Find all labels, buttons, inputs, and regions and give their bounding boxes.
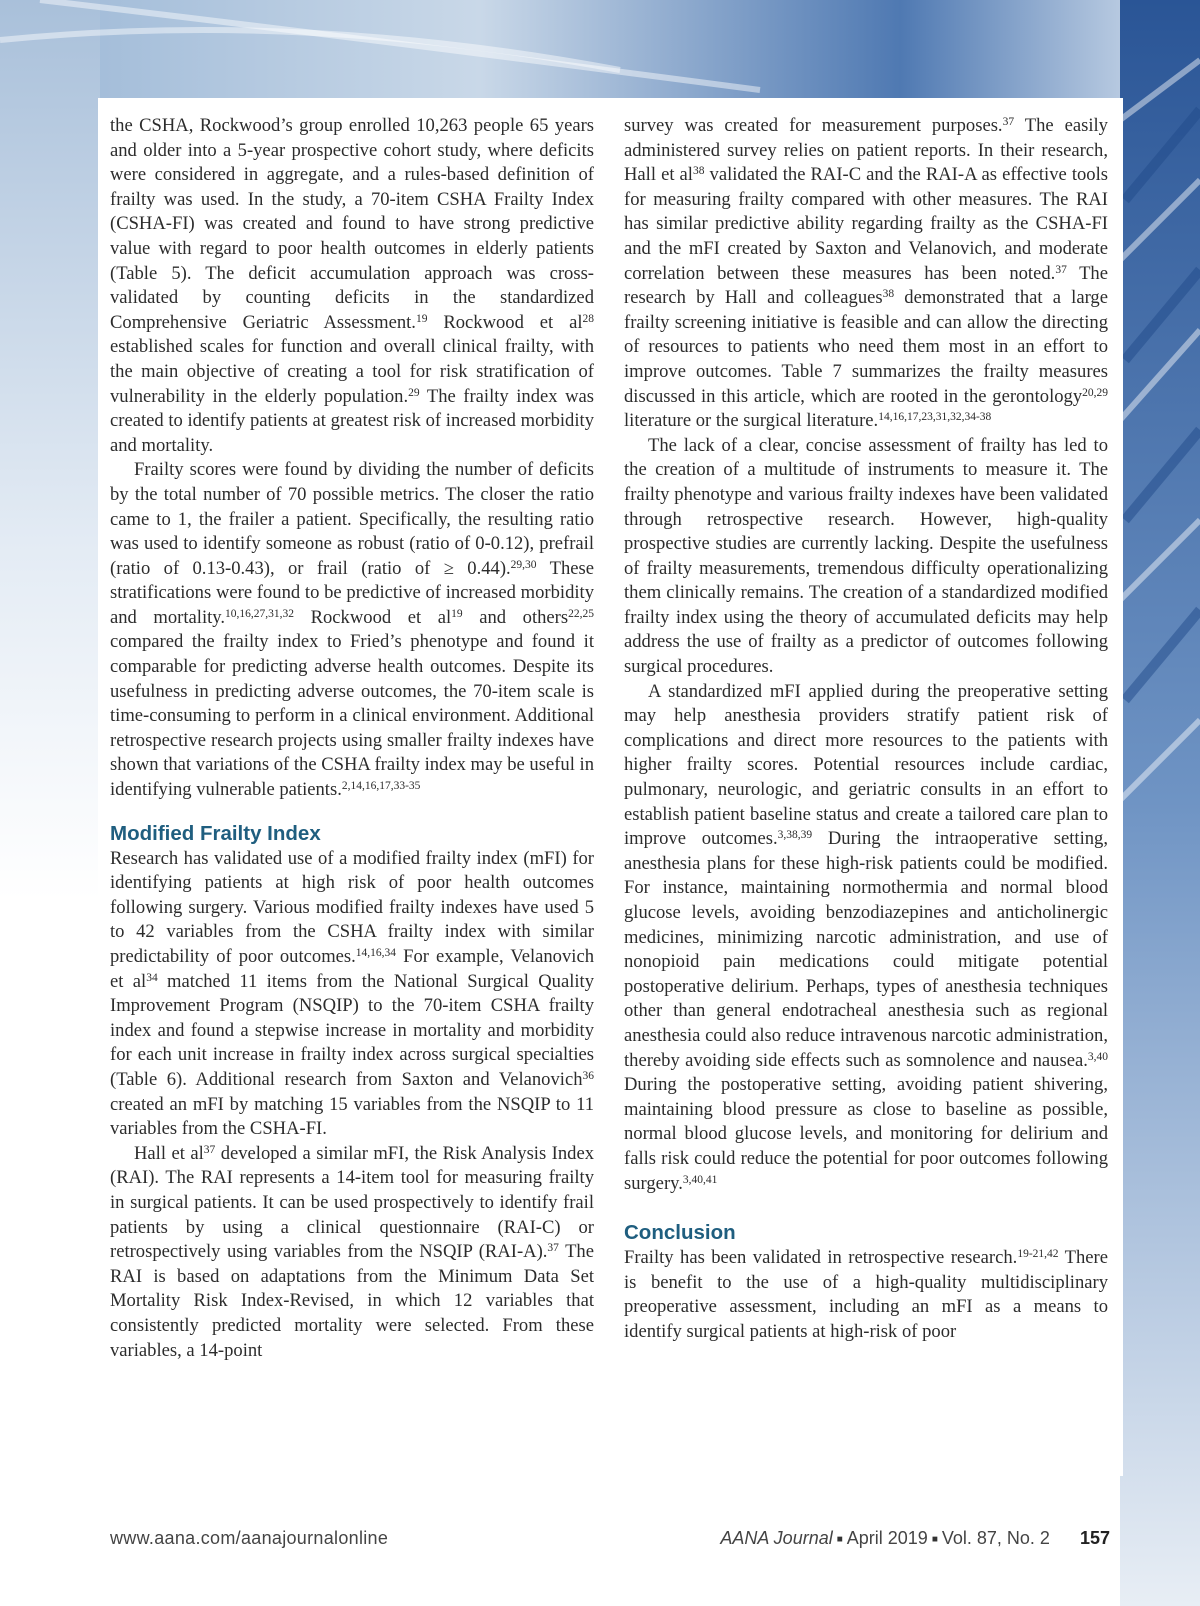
- citation-superscript: 37: [1055, 263, 1067, 276]
- citation-superscript: 19-21,42: [1017, 1248, 1059, 1261]
- text-run: matched 11 items from the National Surgical Quality Improvement Program (NSQIP) to the 70-item CSHA frailty index and found a stepwise increase in mortality and morbidity for each unit increase in frailty index across surgical specialties (Table 6). Additional research from Saxton and Velanovich: [110, 970, 594, 1090]
- citation-superscript: 19: [415, 312, 428, 325]
- text-run: the CSHA, Rockwood’s group enrolled 10,263 people 65 years and older into a 5-year prospective cohort study, where deficits were considered in aggregate, and a rules-based definition of frailty was used. In the study, a 70-item CSHA Frailty Index (CSHA-FI) was created and found to have strong predictive value with regard to poor health outcomes in elderly patients (Table 5). The deficit accumulation approach was cross-validated by counting deficits in the standardized Comprehensive Geriatric Assessment.: [110, 115, 594, 333]
- separator-icon: ■: [931, 1534, 938, 1545]
- section-heading: Conclusion: [624, 1221, 736, 1245]
- text-run: compared the frailty index to Fried’s phenotype and found it comparable for predicting adverse health outcomes. Despite its usefulness in predicting adverse outcomes, the 70-item scale is time-consuming to perform in a clinical environment. Additional retrospective research projects using smaller frailty indexes have shown that variations of the CSHA frailty index may be useful in identifying vulnerable patients.: [110, 631, 594, 801]
- citation-superscript: 36: [582, 1069, 594, 1082]
- text-run: A standardized mFI applied during the preoperative setting may help anesthesia providers stratify patient risk of complications and direct more resources to the patients with higher frailty scores. Potential resources include cardiac, pulmonary, neurologic, and geriatric consults in an effort to establish patient baseline status and create a tailored care plan to improve outcomes.: [624, 680, 1108, 850]
- text-run: The research by Hall and colleagues: [624, 262, 1108, 309]
- journal-name: AANA Journal: [720, 1528, 833, 1548]
- volume-number: Vol. 87, No. 2: [941, 1528, 1050, 1548]
- text-run: survey was created for measurement purposes.: [624, 115, 1003, 136]
- issue-date: April 2019: [846, 1528, 928, 1548]
- citation-superscript: 14,16,17,23,31,32,34-38: [878, 411, 992, 424]
- text-run: and others: [462, 606, 569, 628]
- page-number: 157: [1079, 1528, 1110, 1548]
- citation-superscript: 14,16,34: [355, 947, 397, 959]
- citation-superscript: 20,29: [1082, 386, 1108, 399]
- text-run: The easily administered survey relies on patient reports. In their research, Hall et al: [624, 115, 1108, 186]
- text-run: The lack of a clear, concise assessment of frailty has led to the creation of a multitude of instruments to measure it. The frailty phenotype and various frailty indexes have been validated through retrospective research. However, high-quality prospective studies are currently lacking. Despite the usefulness of frailty measurements, tremendous difficulty operationalizing them clinically remains. The creation of a standardized modified frailty index using the theory of accumulated deficits may help address the use of frailty as a predictor of outcomes following surgical procedures.: [624, 434, 1108, 678]
- text-run: demonstrated that a large frailty screening initiative is feasible and can allow the directing of resources to patients who need them most in an effort to improve outcomes. Table 7 summarizes the frailty measures discussed in this article, which are rooted in the gerontology: [624, 287, 1108, 407]
- footer-url: www.aana.com/aanajournalonline: [110, 1528, 389, 1548]
- left-column: [110, 114, 594, 1363]
- text-run: For example, Velanovich et al: [110, 946, 594, 992]
- section-heading: Modified Frailty Index: [110, 821, 321, 845]
- text-run: Rockwood et al: [294, 606, 452, 628]
- citation-superscript: 38: [692, 165, 705, 178]
- text-run: developed a similar mFI, the Risk Analysis Index (RAI). The RAI represents a 14-item tool for measuring frailty in surgical patients. It can be used prospectively to identify frail patients by using a clinical questionnaire (RAI-C) or retrospectively using variables from the NSQIP (RAI-A).: [110, 1142, 594, 1263]
- paragraph: [110, 458, 594, 802]
- text-run: These stratifications were found to be predictive of increased morbidity and mortality.: [110, 557, 594, 628]
- paragraph: [624, 1246, 1108, 1344]
- text-run: validated the RAI-C and the RAI-A as effective tools for measuring frailty compared with other measures. The RAI has similar predictive ability regarding frailty as the CSHA-FI and the mFI created by Saxton and Velanovich, and moderate correlation between these measures has been noted.: [624, 164, 1108, 284]
- right-column: [624, 114, 1108, 1345]
- footer-citation: [720, 1528, 1110, 1549]
- text-run: Research has validated use of a modified frailty index (mFI) for identifying patients at high risk of poor health outcomes following surgery. Various modified frailty indexes have used 5 to 42 variables from the CSHA frailty index with similar predictability of poor outcomes.: [110, 847, 594, 967]
- citation-superscript: 29: [408, 386, 420, 399]
- paragraph: [110, 1142, 594, 1363]
- text-run: literature or the surgical literature.: [624, 410, 879, 432]
- citation-superscript: 3,38,39: [777, 829, 813, 842]
- citation-superscript: 2,14,16,17,33-35: [341, 780, 421, 793]
- citation-superscript: 10,16,27,31,32: [225, 607, 295, 620]
- text-run: Rockwood et al: [427, 311, 583, 333]
- paragraph: [624, 680, 1108, 1196]
- paragraph: [110, 847, 594, 1142]
- text-run: The RAI is based on adaptations from the Minimum Data Set Mortality Risk Index-Revised, in which 12 variables that consistently predicted mortality were selected. From these variables, a 14-point: [110, 1241, 594, 1361]
- paragraph: [110, 114, 594, 458]
- citation-superscript: 3,40,41: [682, 1173, 718, 1186]
- paragraph: [624, 434, 1108, 680]
- text-run: Frailty scores were found by dividing the number of deficits by the total number of 70 possible metrics. The closer the ratio came to 1, the frailer a patient. Specifically, the resulting ratio was used to identify someone as robust (ratio of 0-0.12), prefrail (ratio of 0.13-0.43), or frail (ratio of ≥ 0.44).: [110, 459, 594, 579]
- citation-superscript: 28: [582, 312, 594, 325]
- citation-superscript: 37: [1002, 116, 1015, 128]
- text-run: The frailty index was created to identify patients at greatest risk of increased morbidity and mortality.: [110, 385, 595, 456]
- citation-superscript: 37: [203, 1143, 216, 1156]
- separator-icon: ■: [836, 1534, 843, 1545]
- citation-superscript: 22,25: [568, 607, 594, 620]
- text-run: During the intraoperative setting, anesthesia plans for these high-risk patients could be modified. For instance, maintaining normothermia and normal blood glucose levels, avoiding benzodiazepines and anticholinergic medicines, minimizing narcotic administration, and use of nonopioid pain medications could mitigate potential postoperative delirium. Perhaps, types of anesthesia techniques other than general endotracheal anesthesia such as regional anesthesia could also reduce intravenous narcotic administration, thereby avoiding side effects such as somnolence and nausea.: [624, 828, 1108, 1071]
- text-run: created an mFI by matching 15 variables from the NSQIP to 11 variables from the CSHA-FI.: [110, 1093, 594, 1140]
- paragraph: [624, 114, 1108, 434]
- citation-superscript: 37: [547, 1242, 559, 1255]
- text-run: established scales for function and overall clinical frailty, with the main objective of creating a tool for risk stratification of vulnerability in the elderly population.: [110, 336, 594, 407]
- text-run: Frailty has been validated in retrospective research.: [624, 1247, 1018, 1269]
- text-run: During the postoperative setting, avoiding patient shivering, maintaining blood pressure as close to baseline as possible, normal blood glucose levels, and monitoring for delirium and falls risk could reduce the potential for poor outcomes following surgery.: [624, 1074, 1108, 1194]
- citation-superscript: 34: [146, 971, 158, 984]
- citation-superscript: 3,40: [1087, 1050, 1108, 1063]
- page-footer: [110, 1528, 1110, 1552]
- text-run: Hall et al: [134, 1142, 204, 1164]
- citation-superscript: 19: [451, 607, 463, 620]
- citation-superscript: 29,30: [510, 558, 537, 571]
- citation-superscript: 38: [882, 288, 895, 301]
- text-run: There is benefit to the use of a high-quality multidisciplinary preoperative assessment, including an mFI as a means to identify surgical patients at high-risk of poor: [624, 1247, 1109, 1342]
